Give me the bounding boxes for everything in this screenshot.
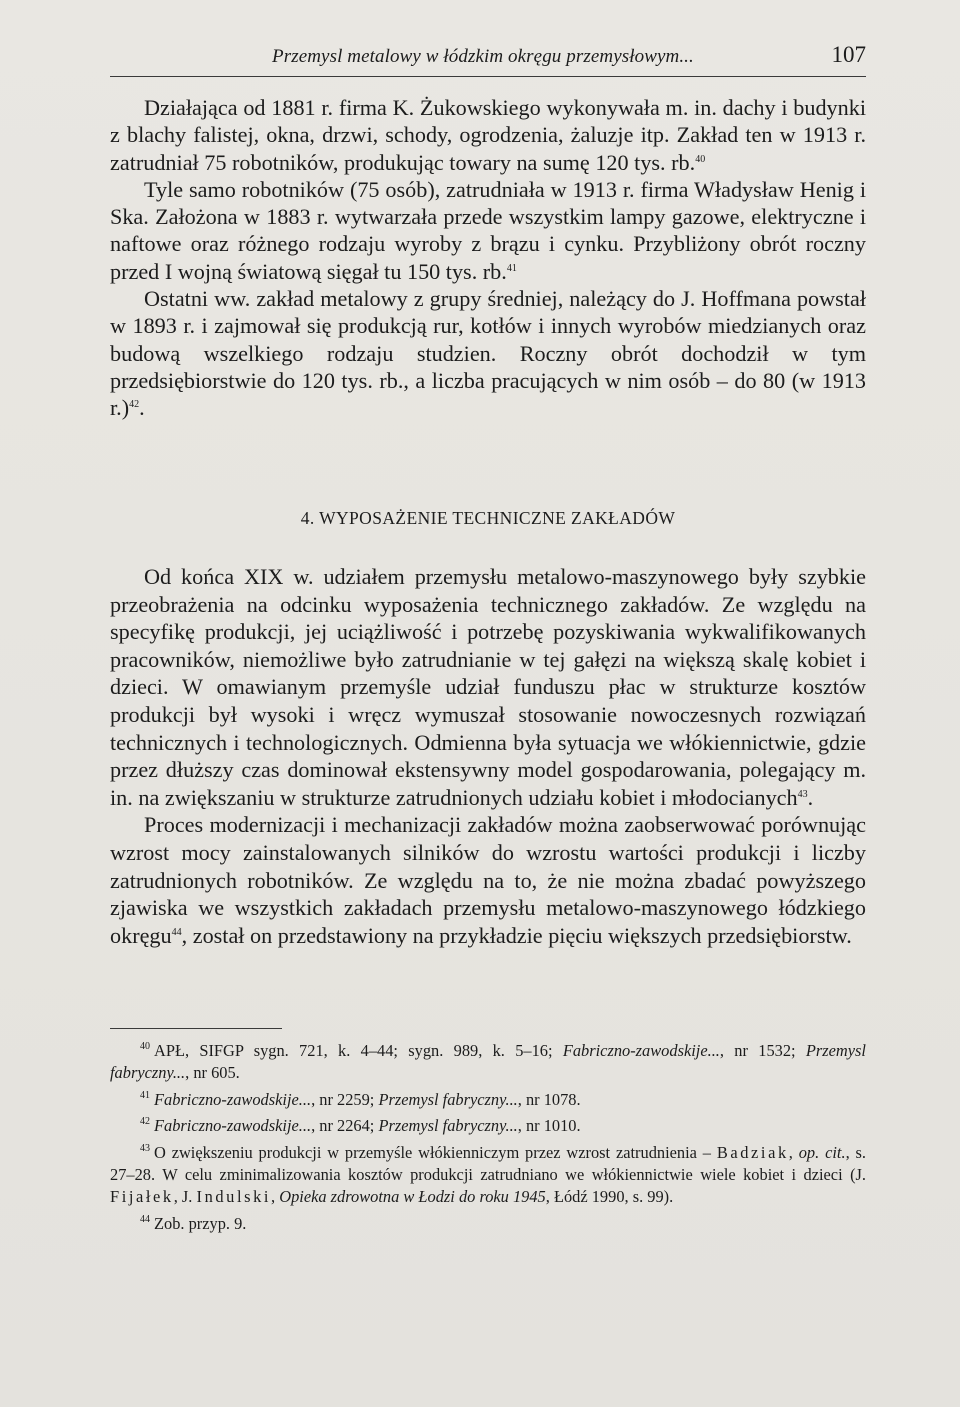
footnote-text: , nr 1078. [517, 1089, 581, 1109]
section-text [110, 563, 866, 949]
source-title: op. cit. [798, 1142, 846, 1162]
footnote-43 [110, 1138, 866, 1209]
paragraph-text: Ostatni ww. zakład metalowy z grupy średniej, należący do J. Hoffmana powstał w 1893 r. i zajmował się produkcją rur, kotłów i innych wyrobów miedzianych oraz budową wszelkiego rodzaju studzien. Roczny obrót dochodził w tym przedsiębiorstwie do 120 tys. rb., a liczba pracujących w nim osób – do 80 (w 1913 r.) [110, 286, 866, 421]
footnote-number: 44 [140, 1213, 150, 1225]
author-name: Indulski [196, 1187, 272, 1207]
footnote-text: , nr 605. [185, 1063, 240, 1083]
footnote-ref: 44 [171, 926, 182, 938]
footnote-number: 43 [140, 1142, 150, 1154]
paragraph [110, 811, 866, 949]
footnote-ref: 43 [797, 788, 808, 800]
footnote-text: , nr 2264; [311, 1116, 379, 1136]
footnote-number: 41 [140, 1089, 150, 1101]
paragraph [110, 563, 866, 811]
footnote-ref: 40 [695, 153, 706, 165]
source-title: Fabriczno-zawodskije... [562, 1041, 720, 1060]
author-name: Fijałek [110, 1187, 174, 1207]
footnote-text: , J. [173, 1187, 197, 1207]
footnote-divider [110, 1028, 282, 1029]
paragraph-text: Tyle samo robotników (75 osób), zatrudniała w 1913 r. firma Władysław Henig i Ska. Założona w 1883 r. wytwarzała przede wszystkim lampy gazowe, elektryczne i naftowe oraz różnego rodzaju wyroby z brązu i cynku. Przybliżony obrót roczny przed I wojną światową sięgał tu 150 tys. rb. [110, 176, 866, 284]
paragraph-text: Od końca XIX w. udziałem przemysłu metalowo-maszynowego były szybkie przeobrażenia na odcinku wyposażenia technicznego zakładów. Ze względu na specyfikę produkcji, jej uciążliwość i potrzebę pozyskiwania wykwalifikowanych pracowników, niemożliwe było zatrudnianie w tej gałęzi na większą skalę kobiet i dzieci. W omawianym przemyśle udział funduszu płac w strukturze kosztów produkcji był wysoki i wręcz wymuszał stosowanie nowoczesnych rozwiązań technicznych i technologicznych. Odmienna była sytuacja we włókiennictwie, gdzie przez dłuższy czas dominował ekstensywny model gospodarowania, polegający m. in. na zwiększaniu w strukturze zatrudnionych udziału kobiet i młodocianych [110, 564, 866, 810]
paragraph [110, 94, 866, 176]
body-text [110, 94, 866, 422]
paragraph-text: Działająca od 1881 r. firma K. Żukowskiego wykonywała m. in. dachy i budynki z blachy falistej, okna, drzwi, schody, ogrodzenia, żaluzje itp. Zakład ten w 1913 r. zatrudniał 75 robotników, produkując towary na sumę 120 tys. rb. [110, 95, 866, 175]
footnote-41 [110, 1085, 866, 1111]
footnote-text: , s. 27–28. W celu zminimalizowania kosztów produkcji zatrudniano we włókiennictwie wiele kobiet i dzieci (J. [110, 1142, 866, 1185]
footnote-ref: 42 [129, 399, 140, 411]
paragraph-text: . [139, 395, 145, 421]
footnote-text: , Łódź 1990, s. 99). [545, 1187, 674, 1207]
author-name: Badziak [716, 1142, 789, 1162]
paragraph-text: , został on przedstawiony na przykładzie pięciu większych przedsiębiorstw. [181, 922, 852, 948]
section-heading: 4. WYPOSAŻENIE TECHNICZNE ZAKŁADÓW [300, 508, 676, 528]
footnotes [110, 1036, 866, 1235]
running-title: Przemysl metalowy w łódzkim okręgu przemysłowym... [272, 46, 694, 67]
page-number: 107 [831, 42, 866, 67]
paragraph-text: . [807, 784, 814, 810]
source-title: Przemysl fabryczny... [110, 1041, 866, 1083]
footnote-text: , nr 2259; [311, 1089, 379, 1109]
footnote-40 [110, 1036, 866, 1085]
source-title: Opieka zdrowotna w Łodzi do roku 1945 [279, 1187, 546, 1207]
source-title: Fabriczno-zawodskije... [154, 1116, 312, 1136]
footnote-44 [110, 1209, 866, 1235]
footnote-number: 40 [140, 1041, 150, 1052]
footnote-text: , nr 1532; [719, 1041, 806, 1060]
source-title: Przemysl fabryczny... [378, 1116, 518, 1136]
page-header [110, 40, 866, 77]
footnote-text: , nr 1010. [517, 1116, 581, 1136]
footnote-42 [110, 1111, 866, 1137]
footnote-ref: 41 [506, 262, 517, 274]
footnote-text: O zwiększeniu produkcji w przemyśle włókienniczym przez wzrost zatrudnienia – [154, 1142, 717, 1162]
footnote-text: APŁ, SIFGP sygn. 721, k. 4–44; sygn. 989, k. 5–16; [154, 1041, 563, 1060]
source-title: Fabriczno-zawodskije... [154, 1089, 312, 1109]
footnote-text: , [271, 1187, 280, 1207]
footnote-text: , [788, 1142, 799, 1162]
footnote-text: Zob. przyp. 9. [154, 1213, 247, 1233]
source-title: Przemysl fabryczny... [378, 1089, 518, 1109]
paragraph-text: Proces modernizacji i mechanizacji zakładów można zaobserwować porównując wzrost mocy zainstalowanych silników do wzrostu wartości produkcji i liczby zatrudnionych robotników. Ze względu na to, że nie można zbadać powyższego zjawiska we wszystkich zakładach przemysłu metalowo-maszynowego łódzkiego okręgu [110, 812, 866, 948]
paragraph [110, 176, 866, 285]
paragraph [110, 285, 866, 421]
footnote-number: 42 [140, 1116, 150, 1128]
